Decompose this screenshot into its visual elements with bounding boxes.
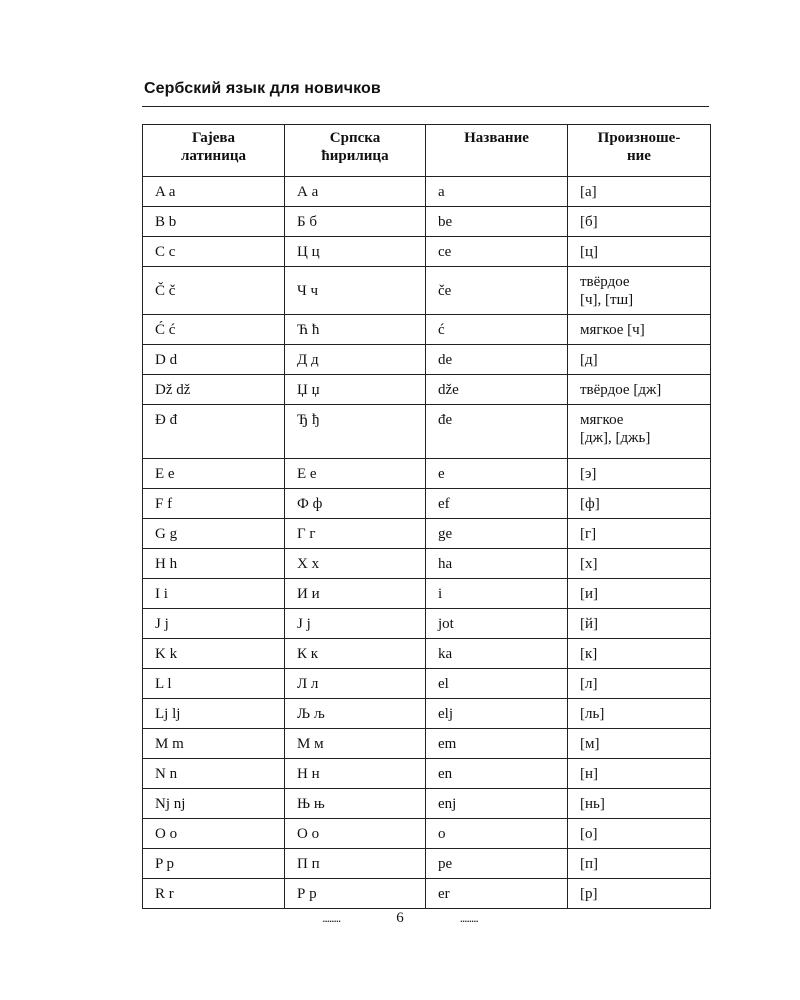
cell-name: jot xyxy=(426,609,568,639)
table-row xyxy=(143,729,711,759)
cell-latin: L l xyxy=(143,669,285,699)
cell-pronunciation xyxy=(568,375,711,405)
column-header-line: Гајева xyxy=(192,130,235,146)
alphabet-table xyxy=(142,124,711,909)
cell-name: đe xyxy=(426,405,568,459)
cell-cyrillic: Њ њ xyxy=(285,789,426,819)
cell-name: elj xyxy=(426,699,568,729)
cell-pronunciation xyxy=(568,237,711,267)
pronunciation-line: [м] xyxy=(580,735,600,752)
cell-cyrillic: Л л xyxy=(285,669,426,699)
pronunciation-line: [л] xyxy=(580,675,598,692)
cell-cyrillic: Р р xyxy=(285,879,426,909)
cell-cyrillic: Х х xyxy=(285,549,426,579)
cell-cyrillic: П п xyxy=(285,849,426,879)
column-header-line: Произноше- xyxy=(597,130,681,146)
cell-pronunciation xyxy=(568,699,711,729)
cell-latin: N n xyxy=(143,759,285,789)
pronunciation-line: [б] xyxy=(580,213,598,230)
pronunciation-line: [п] xyxy=(580,855,599,872)
column-header-line: Српска xyxy=(329,130,381,146)
cell-pronunciation xyxy=(568,879,711,909)
table-row xyxy=(143,699,711,729)
cell-latin: Č č xyxy=(143,267,285,315)
table-row xyxy=(143,315,711,345)
cell-pronunciation xyxy=(568,459,711,489)
column-header xyxy=(426,125,568,177)
column-header xyxy=(285,125,426,177)
table-header-row xyxy=(143,125,711,177)
table-row xyxy=(143,459,711,489)
cell-pronunciation xyxy=(568,819,711,849)
header-divider xyxy=(142,106,709,107)
cell-cyrillic: И и xyxy=(285,579,426,609)
cell-cyrillic: А а xyxy=(285,177,426,207)
cell-name: i xyxy=(426,579,568,609)
pronunciation-line: [ц] xyxy=(580,243,599,260)
pronunciation-line: [дж], [джь] xyxy=(580,430,651,446)
cell-pronunciation xyxy=(568,315,711,345)
cell-name: e xyxy=(426,459,568,489)
table-row xyxy=(143,879,711,909)
cell-pronunciation xyxy=(568,609,711,639)
cell-latin: I i xyxy=(143,579,285,609)
cell-pronunciation xyxy=(568,207,711,237)
cell-latin: B b xyxy=(143,207,285,237)
pronunciation-line: [ф] xyxy=(580,495,600,512)
pronunciation-line: [й] xyxy=(580,615,599,632)
cell-name: pe xyxy=(426,849,568,879)
footer-right-dots: ........ xyxy=(459,910,478,925)
cell-name: be xyxy=(426,207,568,237)
cell-pronunciation xyxy=(568,849,711,879)
pronunciation-line: [ль] xyxy=(580,705,605,722)
cell-name: če xyxy=(426,267,568,315)
cell-name: ce xyxy=(426,237,568,267)
cell-latin: M m xyxy=(143,729,285,759)
cell-name: er xyxy=(426,879,568,909)
cell-latin: O o xyxy=(143,819,285,849)
page-number: 6 xyxy=(396,910,404,926)
pronunciation-line: [д] xyxy=(580,351,598,368)
cell-cyrillic: О о xyxy=(285,819,426,849)
cell-name: ef xyxy=(426,489,568,519)
pronunciation-line: [а] xyxy=(580,183,597,200)
table-row xyxy=(143,609,711,639)
cell-latin: D d xyxy=(143,345,285,375)
cell-latin: F f xyxy=(143,489,285,519)
table-row xyxy=(143,789,711,819)
table-row xyxy=(143,375,711,405)
cell-latin: R r xyxy=(143,879,285,909)
cell-name: o xyxy=(426,819,568,849)
page-footer xyxy=(0,910,800,927)
cell-pronunciation xyxy=(568,759,711,789)
cell-cyrillic: Е е xyxy=(285,459,426,489)
table-body xyxy=(143,177,711,909)
cell-name: ka xyxy=(426,639,568,669)
cell-cyrillic: Ц ц xyxy=(285,237,426,267)
cell-cyrillic: Н н xyxy=(285,759,426,789)
table-row xyxy=(143,237,711,267)
pronunciation-line: [э] xyxy=(580,465,597,482)
pronunciation-line: [н] xyxy=(580,765,599,782)
table-row xyxy=(143,519,711,549)
cell-pronunciation xyxy=(568,639,711,669)
cell-latin: Ć ć xyxy=(143,315,285,345)
pronunciation-line: [о] xyxy=(580,825,598,842)
cell-latin: Dž dž xyxy=(143,375,285,405)
cell-latin: Đ đ xyxy=(143,405,285,459)
cell-pronunciation xyxy=(568,489,711,519)
pronunciation-line: [к] xyxy=(580,645,598,662)
table-row xyxy=(143,669,711,699)
pronunciation-line: [и] xyxy=(580,585,599,602)
column-header xyxy=(143,125,285,177)
cell-pronunciation xyxy=(568,789,711,819)
column-header-line: ние xyxy=(627,148,651,164)
cell-pronunciation xyxy=(568,345,711,375)
cell-latin: A a xyxy=(143,177,285,207)
cell-pronunciation xyxy=(568,177,711,207)
cell-pronunciation xyxy=(568,519,711,549)
table-row xyxy=(143,549,711,579)
cell-pronunciation xyxy=(568,729,711,759)
cell-name: ge xyxy=(426,519,568,549)
table-row xyxy=(143,345,711,375)
pronunciation-line: [р] xyxy=(580,885,598,902)
cell-pronunciation xyxy=(568,669,711,699)
cell-latin: E e xyxy=(143,459,285,489)
cell-cyrillic: Д д xyxy=(285,345,426,375)
cell-pronunciation xyxy=(568,549,711,579)
column-header-line: латиница xyxy=(181,148,246,164)
table-row xyxy=(143,819,711,849)
cell-latin: P p xyxy=(143,849,285,879)
cell-cyrillic: Ђ ђ xyxy=(285,405,426,459)
cell-latin: K k xyxy=(143,639,285,669)
cell-name: en xyxy=(426,759,568,789)
cell-name: a xyxy=(426,177,568,207)
table-row xyxy=(143,759,711,789)
cell-name: el xyxy=(426,669,568,699)
column-header xyxy=(568,125,711,177)
cell-cyrillic: Ф ф xyxy=(285,489,426,519)
cell-cyrillic: Љ љ xyxy=(285,699,426,729)
cell-latin: Nj nj xyxy=(143,789,285,819)
cell-name: ha xyxy=(426,549,568,579)
cell-cyrillic: Б б xyxy=(285,207,426,237)
pronunciation-line: [нь] xyxy=(580,795,605,812)
cell-name: enj xyxy=(426,789,568,819)
cell-pronunciation xyxy=(568,405,711,459)
table-row xyxy=(143,207,711,237)
cell-latin: Lj lj xyxy=(143,699,285,729)
cell-cyrillic: Ћ ћ xyxy=(285,315,426,345)
table-row xyxy=(143,489,711,519)
column-header-line: ћирилица xyxy=(321,148,389,164)
pronunciation-line: твёрдое xyxy=(580,273,630,290)
pronunciation-line: [х] xyxy=(580,555,598,572)
cell-name: em xyxy=(426,729,568,759)
cell-pronunciation xyxy=(568,579,711,609)
table-row xyxy=(143,177,711,207)
pronunciation-line: [г] xyxy=(580,525,597,542)
pronunciation-line: [ч], [тш] xyxy=(580,291,634,308)
cell-pronunciation xyxy=(568,267,711,315)
table-row xyxy=(143,579,711,609)
cell-name: de xyxy=(426,345,568,375)
cell-cyrillic: Г г xyxy=(285,519,426,549)
pronunciation-line: мягкое xyxy=(580,412,624,428)
cell-cyrillic: Џ џ xyxy=(285,375,426,405)
table-row xyxy=(143,267,711,315)
cell-cyrillic: Ј ј xyxy=(285,609,426,639)
cell-name: ć xyxy=(426,315,568,345)
cell-latin: G g xyxy=(143,519,285,549)
column-header-line: Название xyxy=(464,130,529,146)
table-row xyxy=(143,849,711,879)
cell-latin: H h xyxy=(143,549,285,579)
cell-cyrillic: Ч ч xyxy=(285,267,426,315)
cell-cyrillic: М м xyxy=(285,729,426,759)
table-row xyxy=(143,639,711,669)
cell-latin: C c xyxy=(143,237,285,267)
page-header-title: Сербский язык для новичков xyxy=(144,80,381,97)
pronunciation-line: твёрдое [дж] xyxy=(580,381,662,398)
cell-latin: J j xyxy=(143,609,285,639)
table-row xyxy=(143,405,711,459)
cell-cyrillic: К к xyxy=(285,639,426,669)
cell-name: dže xyxy=(426,375,568,405)
footer-left-dots: ........ xyxy=(322,910,341,925)
pronunciation-line: мягкое [ч] xyxy=(580,321,645,338)
